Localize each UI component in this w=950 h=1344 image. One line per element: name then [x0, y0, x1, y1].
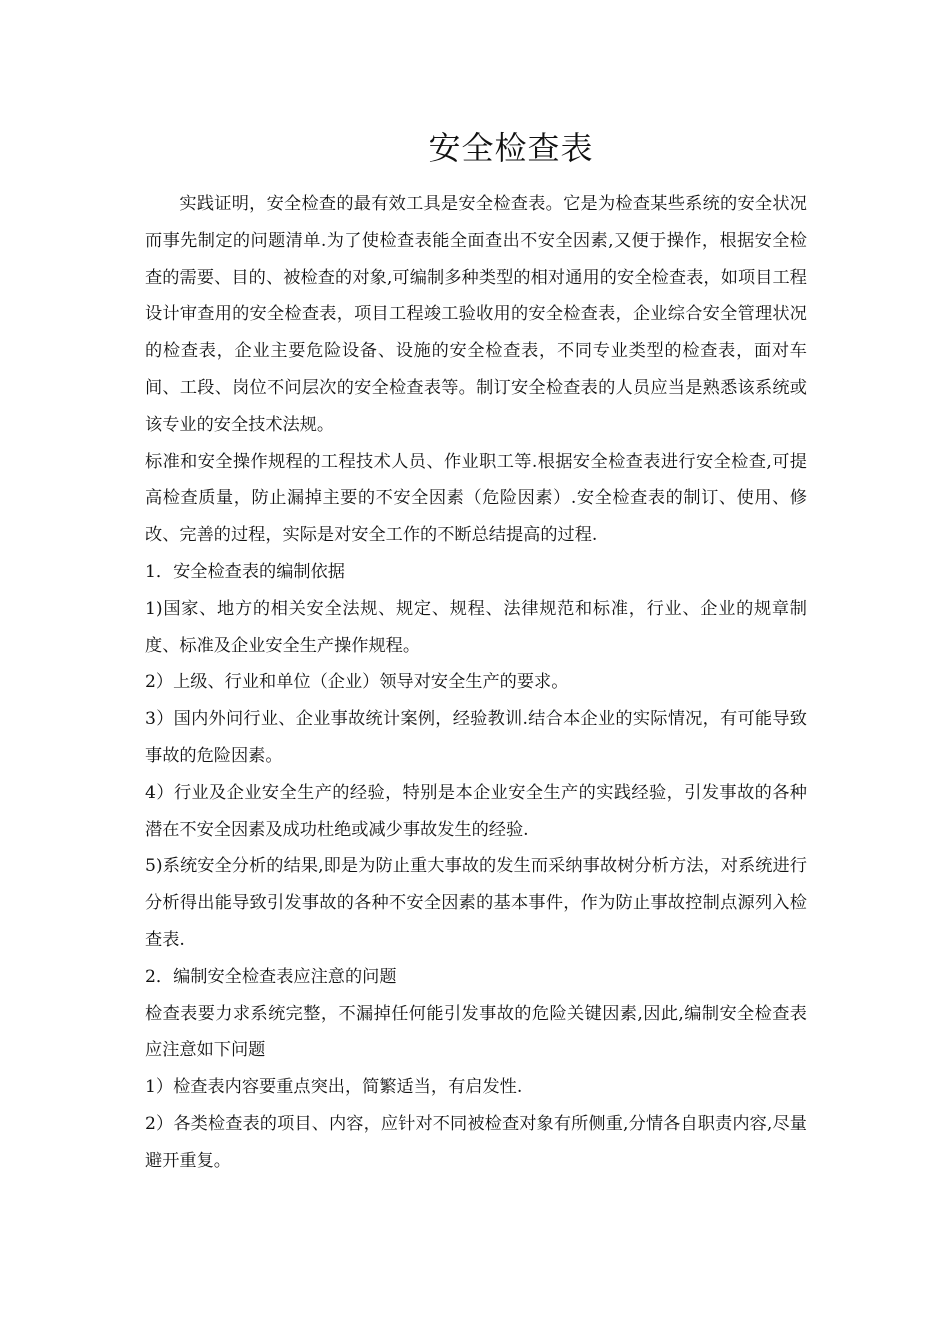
paragraph-intro-continued: 标准和安全操作规程的工程技术人员、作业职工等.根据安全检查表进行安全检查,可提高检查质量，防止漏掉主要的不安全因素（危险因素）.安全检查表的制订、使用、修改、完善的过程，实际是对安全工作的不断总结提高的过程. [145, 451, 807, 546]
document-body [145, 186, 807, 1180]
list-item: 1）检查表内容要重点突出，简繁适当，有启发性. [145, 1077, 523, 1098]
document-title: 安全检查表 [428, 129, 594, 167]
document-page [145, 118, 807, 1180]
paragraph-notes-intro: 检查表要力求系统完整，不漏掉任何能引发事故的危险关键因素,因此,编制安全检查表应注意如下问题 [145, 1003, 807, 1061]
list-item: 3）国内外问行业、企业事故统计案例，经验教训.结合本企业的实际情况，有可能导致事故的危险因素。 [145, 709, 807, 766]
list-item: 5)系统安全分析的结果,即是为防止重大事故的发生而采纳事故树分析方法，对系统进行分析得出能导致引发事故的各种不安全因素的基本事件，作为防止事故控制点源列入检查表. [145, 856, 807, 950]
list-item: 4）行业及企业安全生产的经验，特别是本企业安全生产的实践经验，引发事故的各种潜在不安全因素及成功杜绝或减少事故发生的经验. [145, 782, 807, 840]
paragraph-intro: 实践证明，安全检查的最有效工具是安全检查表。它是为检查某些系统的安全状况而事先制定的问题清单.为了使检查表能全面查出不安全因素,又便于操作，根据安全检查的需要、目的、被检查的对象,可编制多种类型的相对通用的安全检查表，如项目工程设计审查用的安全检查表，项目工程竣工验收用的安全检查表，企业综合安全管理状况的检查表，企业主要危险设备、设施的安全检查表，不同专业类型的检查表，面对车间、工段、岗位不问层次的安全检查表等。制订安全检查表的人员应当是熟悉该系统或该专业的安全技术法规。 [145, 194, 807, 435]
list-item: 1)国家、地方的相关安全法规、规定、规程、法律规范和标准，行业、企业的规章制度、标准及企业安全生产操作规程。 [145, 598, 807, 656]
section-heading-basis: 1．安全检查表的编制依据 [145, 561, 345, 582]
section-heading-notes: 2．编制安全检查表应注意的问题 [145, 966, 397, 987]
list-item: 2）上级、行业和单位（企业）领导对安全生产的要求。 [145, 672, 569, 693]
list-item: 2）各类检查表的项目、内容，应针对不同被检查对象有所侧重,分情各自职责内容,尽量避开重复。 [145, 1113, 807, 1171]
